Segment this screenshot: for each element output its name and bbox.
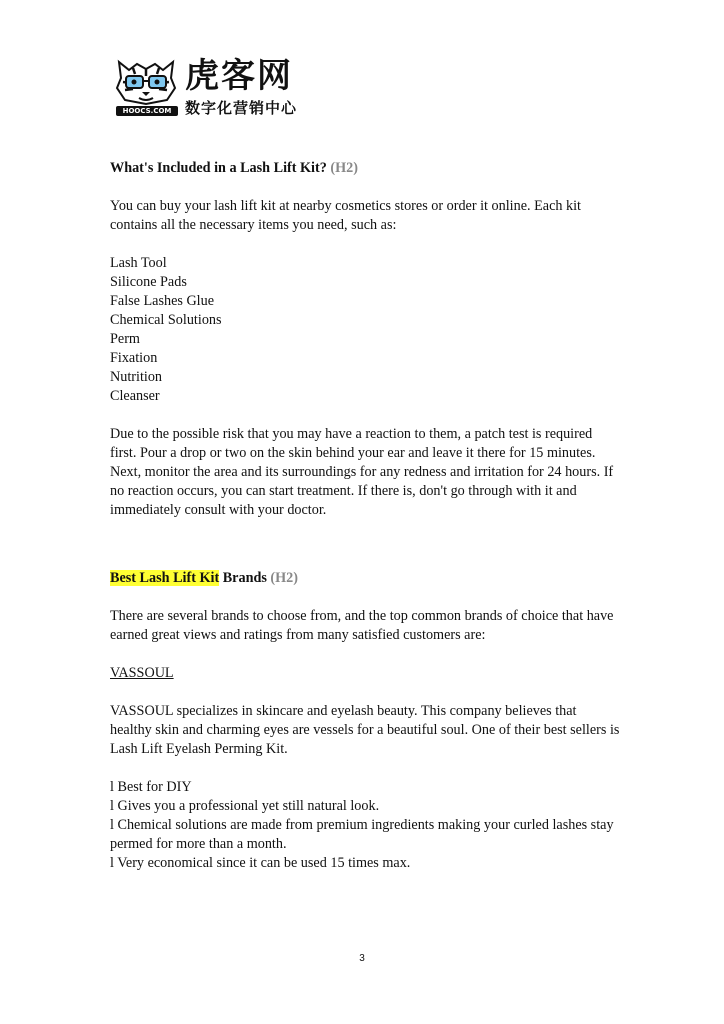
- logo-domain: HOOCS.COM: [116, 106, 178, 116]
- patch-test-paragraph: Due to the possible risk that you may have a reaction to them, a patch test is required first. Pour a drop or two on the skin behind your ear and leave it there for 15 minutes. Next, monitor the area and its surroundings for any redness and irritation for 24 hours. If no reaction occurs, you can start treatment. If there is, don't go through with it and immediately consult with your doctor.: [110, 426, 614, 518]
- brands-intro-paragraph: There are several brands to choose from, and the top common brands of choice that have earned great views and ratings from many satisfied customers are:: [110, 608, 614, 643]
- kit-item: Fixation: [110, 350, 158, 366]
- bullet-item: l Chemical solutions are made from premium ingredients making your curled lashes stay permed for more than a month.: [110, 817, 614, 852]
- heading-tag: (H2): [330, 160, 358, 176]
- section-heading-kit: [110, 159, 620, 178]
- kit-item: False Lashes Glue: [110, 293, 215, 309]
- kit-intro-paragraph: You can buy your lash lift kit at nearby cosmetics stores or order it online. Each kit contains all the necessary items you need, such as:: [110, 198, 581, 233]
- document-body: [110, 159, 620, 873]
- heading-tag: (H2): [270, 570, 299, 586]
- highlighted-heading-text: Best Lash Lift Kit: [110, 570, 220, 586]
- kit-item: Chemical Solutions: [110, 312, 222, 328]
- logo-wordmark: 虎客网: [185, 56, 293, 96]
- logo: [113, 56, 313, 122]
- brand-description: VASSOUL specializes in skincare and eyelash beauty. This company believes that healthy skin and charming eyes are vessels for a beautiful soul. One of their best sellers is Lash Lift Eyelash Perming Kit.: [110, 703, 620, 757]
- bullet-item: l Gives you a professional yet still natural look.: [110, 798, 380, 814]
- page-number: 3: [359, 953, 365, 964]
- kit-item: Nutrition: [110, 369, 163, 385]
- heading-text: Brands: [219, 570, 267, 586]
- bullet-item: l Best for DIY: [110, 779, 192, 795]
- brand-name: VASSOUL: [110, 665, 174, 681]
- bullet-item: l Very economical since it can be used 15 times max.: [110, 855, 411, 871]
- logo-tagline: 数字化营销中心: [185, 99, 298, 117]
- kit-item: Silicone Pads: [110, 274, 187, 290]
- section-heading-brands: [110, 569, 620, 588]
- kit-item: Cleanser: [110, 388, 160, 404]
- heading-text: What's Included in a Lash Lift Kit?: [110, 160, 327, 176]
- tiger-logo-icon: [113, 56, 179, 106]
- kit-item: Lash Tool: [110, 255, 167, 271]
- kit-item: Perm: [110, 331, 140, 347]
